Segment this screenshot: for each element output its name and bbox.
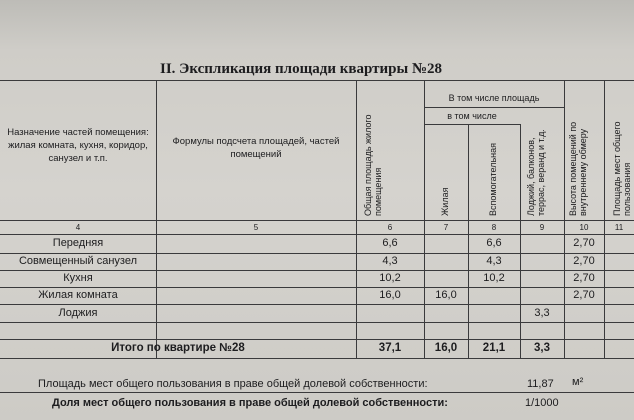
header-auxiliary-text: Вспомогательная <box>488 143 498 216</box>
column-number-10: 10 <box>579 223 589 232</box>
row-2-total: 4,3 <box>382 255 398 267</box>
header-room-height-line1: Высота помещений по <box>568 121 578 216</box>
header-loggias-line2: террас, веранд и т.д. <box>536 129 547 216</box>
col-line-5 <box>520 124 521 358</box>
table-bottom-border <box>0 358 634 359</box>
header-loggias-line1: Лоджий, балконов, <box>526 137 536 216</box>
column-numbers-top-border <box>0 220 634 221</box>
col-line-1 <box>156 80 157 358</box>
row-1-total: 6,6 <box>382 237 398 249</box>
header-subgroup-including: в том числе <box>447 111 497 121</box>
col-line-3 <box>424 80 425 358</box>
common-area-label: Площадь мест общего пользования в праве общей долевой собственности: <box>38 378 428 390</box>
column-number-8: 8 <box>491 223 497 232</box>
col-line-6 <box>564 80 565 358</box>
row-4-name: Жилая комната <box>38 289 118 301</box>
row-2-aux: 4,3 <box>486 255 502 267</box>
header-common-area-line1: Площадь мест общего <box>612 121 622 216</box>
row-1-height: 2,70 <box>573 237 595 249</box>
row-5-loggia: 3,3 <box>534 307 550 319</box>
col-line-7 <box>604 80 605 358</box>
column-number-4: 4 <box>75 223 81 232</box>
table-top-border <box>0 80 634 81</box>
subgroup-header-divider <box>424 124 520 125</box>
row-2-height: 2,70 <box>573 255 595 267</box>
header-room-height <box>568 122 589 216</box>
header-group-including-area: В том числе площадь <box>448 93 540 103</box>
common-share-label: Доля мест общего пользования в праве общей долевой собственности: <box>52 397 448 409</box>
header-area-formulas-2: помещений <box>230 149 282 160</box>
header-area-formulas-1: Формулы подсчета площадей, частей <box>172 136 340 147</box>
column-numbers-bottom-border <box>0 234 634 235</box>
row-4-total: 16,0 <box>379 289 401 301</box>
row-3-height: 2,70 <box>573 272 595 284</box>
header-common-area <box>612 121 633 216</box>
row-5-name: Лоджия <box>58 307 98 319</box>
row-3-total: 10,2 <box>379 272 401 284</box>
footer-divider <box>0 392 634 393</box>
common-share-value: 1/1000 <box>525 397 559 409</box>
column-number-9: 9 <box>539 223 545 232</box>
header-room-purpose-2: жилая комната, кухня, коридор, <box>8 140 148 151</box>
column-number-11: 11 <box>614 223 624 232</box>
row-divider-2 <box>0 270 634 271</box>
column-number-6: 6 <box>387 223 393 232</box>
row-3-aux: 10,2 <box>483 272 505 284</box>
total-row-aux: 21,1 <box>482 342 506 354</box>
header-room-purpose-3: санузел и т.п. <box>48 153 108 164</box>
row-divider-5 <box>0 322 634 323</box>
column-number-7: 7 <box>443 223 449 232</box>
total-row-living: 16,0 <box>434 342 458 354</box>
common-area-unit: м² <box>572 376 584 388</box>
row-2-name: Совмещенный санузел <box>18 255 138 267</box>
total-row-total: 37,1 <box>378 342 402 354</box>
row-1-name: Передняя <box>52 237 104 249</box>
total-row-label: Итого по квартире №28 <box>111 342 245 354</box>
header-common-area-line2: пользования <box>622 162 633 216</box>
row-divider-4 <box>0 304 634 305</box>
header-total-area-line2: помещения <box>373 167 384 216</box>
header-room-purpose-1: Назначение частей помещения: <box>7 127 149 138</box>
group-header-divider <box>424 107 564 108</box>
header-auxiliary <box>488 143 498 216</box>
row-3-name: Кухня <box>63 272 93 284</box>
total-row-top-border <box>0 339 634 340</box>
row-divider-3 <box>0 287 634 288</box>
column-number-5: 5 <box>253 223 259 232</box>
row-4-height: 2,70 <box>573 289 595 301</box>
header-loggias <box>526 129 547 216</box>
header-room-height-line2: внутреннему обмеру <box>578 128 589 216</box>
header-living-text: Жилая <box>440 187 450 216</box>
row-divider-1 <box>0 253 634 254</box>
document-title: II. Экспликация площади квартиры №28 <box>160 61 443 77</box>
row-1-aux: 6,6 <box>486 237 502 249</box>
row-4-living: 16,0 <box>435 289 457 301</box>
common-area-value: 11,87 <box>527 378 554 390</box>
col-line-2 <box>356 80 357 358</box>
total-row-loggia: 3,3 <box>534 342 550 354</box>
header-total-area <box>363 114 384 216</box>
header-living <box>440 188 450 216</box>
header-total-area-line1: Общая площадь жилого <box>363 114 373 216</box>
